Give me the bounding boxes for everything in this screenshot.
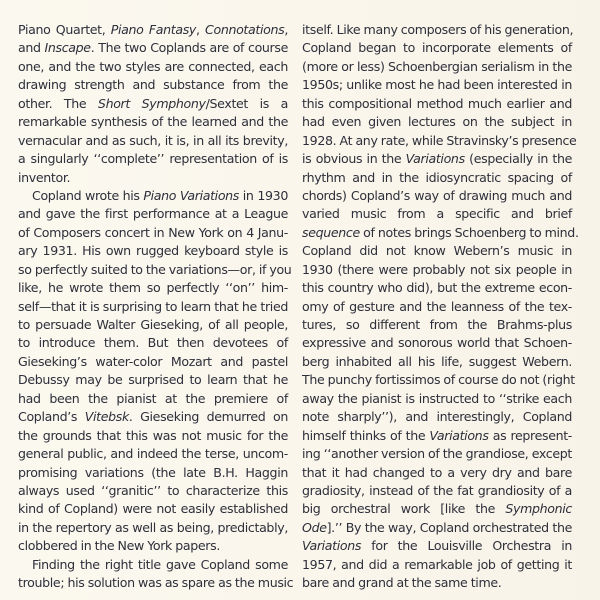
text-run: to persuade Walter Gieseking, of all people, — [18, 317, 288, 332]
text-run: the grounds that this was not music for the — [18, 427, 288, 443]
text-line — [18, 556, 288, 574]
text-line — [302, 537, 572, 555]
text-line — [302, 224, 579, 242]
text-run: as represent- — [488, 427, 573, 443]
text-run: varied music from a specific and brief — [302, 206, 572, 222]
text-run: note sharply’’), and interestingly, Copland — [302, 409, 572, 425]
text-line — [18, 519, 288, 537]
text-run: 1930 (there were probably not six people in — [302, 261, 572, 277]
text-run: away the pianist is instructed to ‘‘strike each — [302, 390, 572, 406]
text-run: that it had changed to a very dry and bare — [302, 464, 572, 480]
text-line — [302, 519, 572, 537]
text-line — [302, 500, 572, 518]
text-run: (more or less) Schoenbergian serialism in the — [302, 58, 572, 74]
text-line — [18, 205, 288, 223]
text-line — [302, 353, 572, 371]
text-line — [18, 95, 288, 113]
text-line — [18, 113, 288, 131]
text-run: 1928. At any rate, while Stravinsky’s presence — [302, 132, 577, 148]
text-run: kind of Copland) were not easily established — [18, 501, 288, 517]
text-run: ary 1931. His own rugged keyboard style is — [18, 243, 288, 259]
text-line — [18, 76, 288, 94]
italic-title: Variations — [302, 538, 362, 554]
text-line — [18, 574, 294, 592]
text-run: general public, and indeed the terse, uncom- — [18, 446, 288, 462]
text-run: . The two Coplands are of course — [90, 40, 288, 56]
text-run: this compositional method much earlier and — [302, 95, 572, 111]
text-line — [302, 113, 572, 131]
text-run: always used ‘‘granitic’’ to characterize this — [18, 482, 288, 498]
text-run: a singularly ‘‘complete’’ representation of is — [18, 151, 288, 167]
text-run: big orchestral work [like the — [302, 501, 506, 517]
text-line — [302, 261, 572, 279]
text-line — [302, 298, 572, 316]
text-run: ].’’ By the way, Copland orchestrated the — [326, 519, 572, 535]
text-line — [18, 132, 288, 150]
text-run: had been the pianist at the premiere of — [18, 390, 288, 406]
text-run: tures, so different from the Brahms-plus — [302, 317, 572, 332]
text-run: (especially in the — [464, 151, 572, 167]
italic-title: Piano Variations — [143, 187, 240, 203]
text-line — [18, 408, 288, 426]
text-run: Finding the right title gave Copland some — [32, 556, 288, 572]
italic-title: Symphonic — [505, 501, 572, 517]
text-run: Copland wrote his — [32, 187, 144, 203]
text-line — [18, 150, 288, 168]
text-line — [18, 500, 288, 518]
text-line — [18, 371, 288, 389]
text-line — [302, 390, 572, 408]
text-line — [302, 482, 572, 500]
text-line — [302, 408, 572, 426]
text-run: ing ‘‘another version of the grandiose, except — [302, 446, 572, 462]
text-run: , — [196, 22, 206, 37]
italic-title: Vitebsk — [84, 409, 129, 425]
italic-title: Variations — [405, 151, 465, 167]
text-line — [302, 427, 572, 445]
text-line — [302, 334, 572, 352]
text-run: himself thinks of the — [302, 427, 430, 443]
text-run: this country who did), but the extreme econ- — [302, 280, 572, 296]
text-run: promising variations (the late B.H. Haggin — [18, 464, 288, 480]
text-run: rhythm and in the idiosyncratic spacing of — [302, 169, 572, 185]
right-text-column — [302, 21, 579, 593]
text-run: remarkable synthesis of the learned and the — [18, 114, 288, 130]
text-line — [18, 21, 288, 39]
italic-title: Variations — [429, 427, 489, 443]
text-run: Copland did not know Webern’s music in — [302, 243, 572, 259]
text-line — [18, 334, 288, 352]
text-run: Copland’s — [18, 409, 85, 425]
text-run: Piano Quartet, — [18, 22, 111, 37]
text-run: expressive and sonorous world that Schoen- — [302, 335, 572, 351]
text-line — [302, 76, 572, 94]
text-run: of notes brings Schoenberg to mind. — [359, 224, 579, 240]
text-run: clobbered in the New York papers. — [18, 538, 220, 554]
text-line — [302, 169, 572, 187]
text-run: is obvious in the — [302, 151, 406, 167]
text-line — [302, 574, 572, 592]
text-line — [18, 353, 288, 371]
italic-title: Short Symphony — [97, 95, 206, 111]
text-line — [18, 464, 288, 482]
text-line — [18, 390, 288, 408]
text-run: Debussy may be surprised to learn that he — [18, 372, 288, 388]
text-line — [18, 261, 292, 279]
text-line — [18, 445, 288, 463]
text-run: in 1930 — [239, 187, 288, 203]
text-run: Gieseking’s water-color Mozart and pastel — [18, 353, 288, 369]
text-line — [302, 150, 572, 168]
text-line — [302, 464, 572, 482]
text-run: to introduce them. But then devotees of — [18, 335, 288, 351]
italic-title: Ode — [302, 519, 327, 535]
text-run: berg inhabited all his life, suggest Webern. — [302, 353, 572, 369]
text-run: omy of gesture and the leanness of the tex- — [302, 298, 572, 314]
text-run: chords) Copland’s way of drawing much and — [302, 187, 572, 203]
text-run: gradiosity, instead of the fat grandiosity of a — [302, 482, 572, 498]
text-run: 1950s; unlike most he had been interested in — [302, 77, 572, 93]
text-run: . Gieseking demurred on — [128, 409, 288, 425]
italic-title: sequence — [302, 224, 360, 240]
text-line — [18, 316, 288, 334]
text-run: and — [18, 40, 45, 56]
text-run: Copland began to incorporate elements of — [302, 40, 572, 56]
text-line — [18, 242, 288, 260]
italic-title: Inscape — [44, 40, 91, 56]
text-run: bare and grand at the same time. — [302, 575, 502, 591]
text-run: 1957, and did a remarkable job of getting it — [302, 556, 572, 572]
text-line — [302, 95, 572, 113]
text-line — [18, 537, 288, 555]
text-run: had even given lectures on the subject in — [302, 114, 572, 130]
text-run: one, and the two styles are connected, each — [18, 58, 288, 74]
text-line — [302, 205, 572, 223]
text-line — [302, 187, 572, 205]
text-run: The punchy fortissimos of course do not (right — [302, 372, 575, 388]
text-run: for the Louisville Orchestra in — [361, 538, 572, 554]
text-run: self—that it is surprising to learn that he tried — [18, 298, 288, 314]
text-line — [302, 371, 575, 389]
italic-title: Piano Fantasy — [110, 22, 197, 37]
text-line — [18, 427, 288, 445]
text-run: , — [284, 22, 288, 37]
text-line — [302, 556, 572, 574]
text-run: itself. Like many composers of his generation, — [302, 22, 574, 37]
text-run: drawing strength and substance from the — [18, 77, 288, 93]
text-run: trouble; his solution was as spare as the music — [18, 575, 294, 591]
text-line — [302, 39, 572, 57]
text-run: other. The — [18, 95, 98, 111]
text-run: vernacular and as such, it is, in all its brevity, — [18, 132, 288, 148]
text-run: /Sextet is a — [205, 95, 288, 111]
text-run: of Composers concert in New York on 4 Janu- — [18, 224, 288, 240]
text-line — [18, 279, 288, 297]
text-run: so perfectly suited to the variations—or, if you — [18, 261, 292, 277]
text-line — [18, 224, 288, 242]
text-run: and gave the first performance at a League — [18, 206, 288, 222]
text-line — [18, 58, 288, 76]
left-text-column — [18, 21, 294, 593]
italic-title: Connotations — [205, 22, 285, 37]
text-line — [18, 187, 288, 205]
text-line — [302, 242, 572, 260]
text-line — [302, 279, 572, 297]
text-run: like, he wrote them so perfectly ‘‘on’’ him- — [18, 280, 288, 296]
text-line — [302, 58, 572, 76]
text-run: inventor. — [18, 169, 71, 185]
text-line — [18, 169, 288, 187]
text-line — [18, 39, 288, 57]
text-line — [302, 21, 572, 39]
text-run: in the repertory as well as being, predictably, — [18, 519, 288, 535]
text-line — [302, 132, 577, 150]
text-line — [302, 316, 572, 334]
text-line — [302, 445, 572, 463]
text-line — [18, 482, 288, 500]
text-line — [18, 298, 288, 316]
